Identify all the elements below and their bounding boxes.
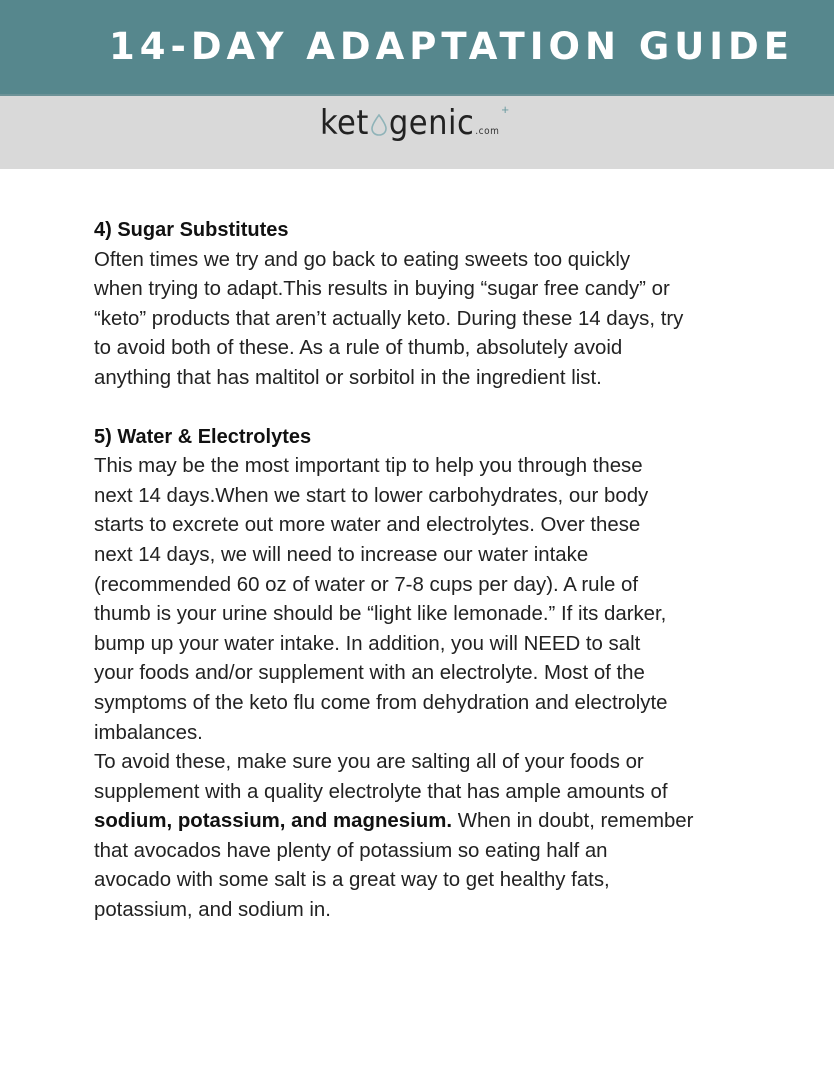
logo-domain-suffix: .com bbox=[475, 126, 500, 137]
water-drop-icon bbox=[370, 108, 388, 130]
text-line: thumb is your urine should be “light like lemonade.” If its darker, bbox=[94, 603, 667, 626]
text-line: your foods and/or supplement with an electrolyte. Most of the bbox=[94, 662, 645, 685]
title-band bbox=[0, 0, 834, 94]
section-sugar-substitutes bbox=[94, 216, 774, 394]
text-line: Often times we try and go back to eating sweets too quickly bbox=[94, 248, 631, 271]
logo-text-end: genic bbox=[388, 103, 475, 143]
text-line: potassium, and sodium in. bbox=[94, 899, 331, 922]
text-line: “keto” products that aren’t actually keto. During these 14 days, try bbox=[94, 307, 684, 330]
text-line: anything that has maltitol or sorbitol in the ingredient list. bbox=[94, 366, 602, 389]
text-line: next 14 days, we will need to increase our water intake bbox=[94, 543, 589, 566]
section-heading: 5) Water & Electrolytes bbox=[94, 425, 312, 448]
page-title: 14-DAY ADAPTATION GUIDE bbox=[108, 25, 794, 68]
text-fragment: When in doubt, remember bbox=[452, 810, 694, 833]
text-line: symptoms of the keto flu come from dehydration and electrolyte bbox=[94, 691, 668, 714]
text-line: supplement with a quality electrolyte that has ample amounts of bbox=[94, 780, 668, 803]
logo-wordmark bbox=[320, 103, 500, 143]
text-line: next 14 days.When we start to lower carbohydrates, our body bbox=[94, 484, 649, 507]
text-line: avocado with some salt is a great way to get healthy fats, bbox=[94, 869, 610, 892]
text-line: starts to excrete out more water and electrolytes. Over these bbox=[94, 514, 641, 537]
section-water-electrolytes bbox=[94, 423, 774, 926]
text-line: bump up your water intake. In addition, you will NEED to salt bbox=[94, 632, 641, 655]
logo-band bbox=[0, 94, 834, 169]
text-line-with-emphasis bbox=[94, 807, 774, 837]
text-line: imbalances. bbox=[94, 721, 203, 744]
emphasized-minerals: sodium, potassium, and magnesium. bbox=[94, 810, 453, 833]
section-paragraph bbox=[94, 452, 774, 926]
ketogenic-logo bbox=[320, 102, 509, 156]
guide-content bbox=[94, 216, 774, 955]
text-line: to avoid both of these. As a rule of thumb, absolutely avoid bbox=[94, 337, 623, 360]
plus-icon: + bbox=[501, 102, 509, 117]
text-line: To avoid these, make sure you are salting all of your foods or bbox=[94, 751, 644, 774]
logo-text-start: ket bbox=[320, 103, 369, 143]
text-line: when trying to adapt.This results in buying “sugar free candy” or bbox=[94, 278, 670, 301]
section-heading: 4) Sugar Substitutes bbox=[94, 219, 289, 241]
text-line: (recommended 60 oz of water or 7-8 cups per day). A rule of bbox=[94, 573, 639, 596]
text-line: This may be the most important tip to help you through these bbox=[94, 455, 643, 478]
section-paragraph bbox=[94, 246, 774, 394]
text-line: that avocados have plenty of potassium so eating half an bbox=[94, 839, 608, 862]
